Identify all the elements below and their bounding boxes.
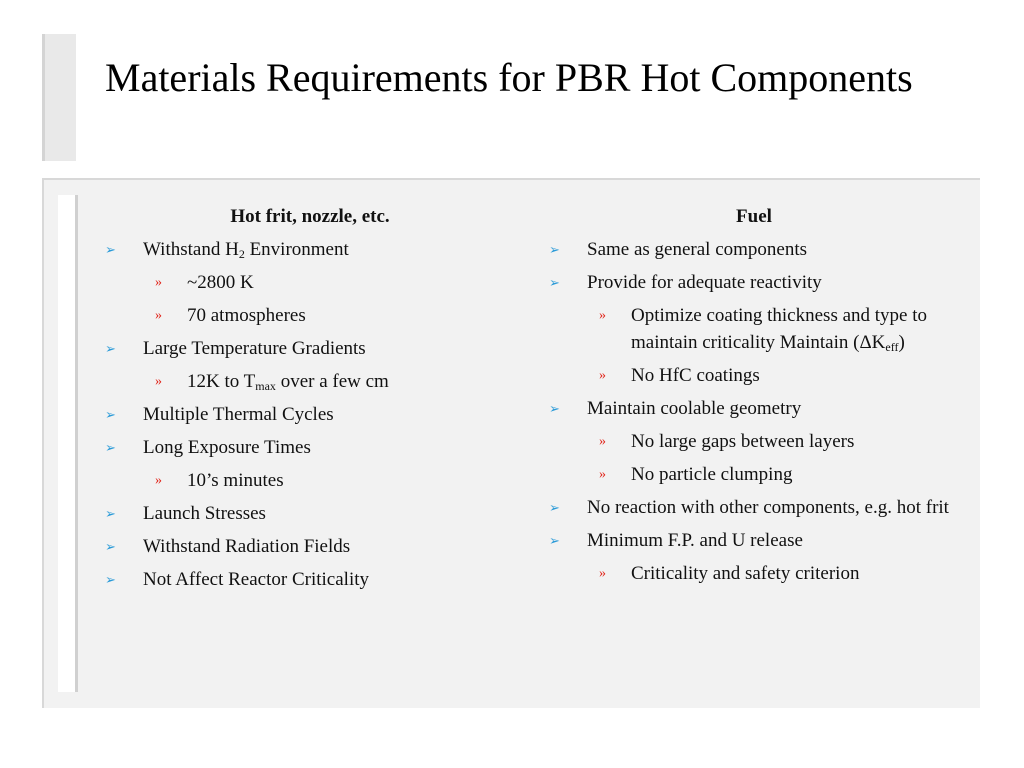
arrow-bullet-icon: ➢ — [105, 407, 116, 422]
arrow-bullet-icon: ➢ — [105, 506, 116, 521]
arrow-bullet-icon: ➢ — [105, 242, 116, 257]
arrow-bullet-icon: ➢ — [105, 539, 116, 554]
chevron-bullet-icon: » — [155, 308, 162, 323]
chevron-bullet-icon: » — [599, 308, 606, 323]
sub-list-item: » No large gaps between layers — [544, 428, 964, 455]
list-item: ➢ Minimum F.P. and U release — [544, 527, 964, 554]
sub-list-item: » Criticality and safety criterion — [544, 560, 964, 587]
chevron-bullet-icon: » — [155, 374, 162, 389]
arrow-bullet-icon: ➢ — [549, 401, 560, 416]
list-item: ➢ Launch Stresses — [100, 500, 520, 527]
left-bullet-list — [100, 236, 520, 593]
arrow-bullet-icon: ➢ — [105, 440, 116, 455]
list-item: ➢ No reaction with other components, e.g. hot frit — [544, 494, 964, 521]
list-item: ➢ Not Affect Reactor Criticality — [100, 566, 520, 593]
slide-title: Materials Requirements for PBR Hot Components — [105, 55, 913, 100]
chevron-bullet-icon: » — [599, 467, 606, 482]
sub-list-item: » 70 atmospheres — [100, 302, 520, 329]
list-item: ➢ Maintain coolable geometry — [544, 395, 964, 422]
list-item: ➢ Withstand Radiation Fields — [100, 533, 520, 560]
sub-list-item: » ~2800 K — [100, 269, 520, 296]
list-item: ➢ Long Exposure Times — [100, 434, 520, 461]
list-item: ➢ Multiple Thermal Cycles — [100, 401, 520, 428]
sub-list-item: » No particle clumping — [544, 461, 964, 488]
sub-list-item: » 10’s minutes — [100, 467, 520, 494]
chevron-bullet-icon: » — [599, 368, 606, 383]
title-accent-bar — [42, 34, 76, 161]
arrow-bullet-icon: ➢ — [549, 500, 560, 515]
arrow-bullet-icon: ➢ — [549, 242, 560, 257]
list-item: ➢ Provide for adequate reactivity — [544, 269, 964, 296]
chevron-bullet-icon: » — [599, 434, 606, 449]
left-column — [100, 203, 520, 593]
arrow-bullet-icon: ➢ — [549, 533, 560, 548]
chevron-bullet-icon: » — [599, 566, 606, 581]
sub-list-item: » No HfC coatings — [544, 362, 964, 389]
chevron-bullet-icon: » — [155, 275, 162, 290]
right-bullet-list — [544, 236, 964, 587]
list-item: ➢ Withstand $H_2$ Environment — [100, 236, 520, 263]
arrow-bullet-icon: ➢ — [105, 341, 116, 356]
sub-list-item: » Optimize coating thickness and type to maintain criticality Maintain $(\Delta K_{eff})$ — [544, 302, 964, 356]
list-item: ➢ Large Temperature Gradients — [100, 335, 520, 362]
arrow-bullet-icon: ➢ — [105, 572, 116, 587]
left-column-heading: Hot frit, nozzle, etc. — [230, 206, 390, 227]
arrow-bullet-icon: ➢ — [549, 275, 560, 290]
sub-list-item: » 12K to $T_{max}$ over a few cm — [100, 368, 520, 395]
chevron-bullet-icon: » — [155, 473, 162, 488]
panel-accent-bar — [58, 195, 78, 692]
list-item: ➢ Same as general components — [544, 236, 964, 263]
right-column-heading: Fuel — [736, 206, 772, 227]
right-column — [544, 203, 964, 587]
